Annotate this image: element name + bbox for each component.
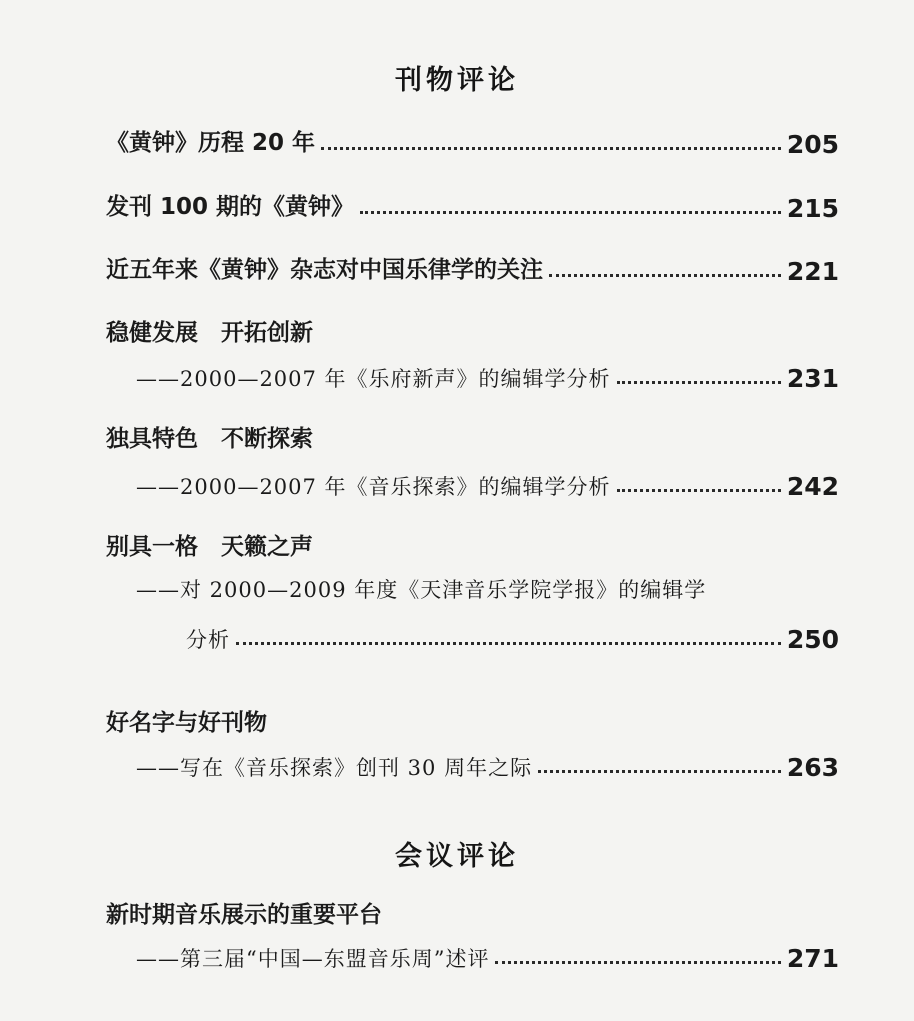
toc-entry[interactable] — [186, 613, 839, 653]
section-title-journal-review: 刊物评论 — [395, 65, 519, 96]
page-number: 242 — [786, 471, 839, 501]
dot-leader — [549, 274, 781, 277]
toc-entry[interactable] — [106, 182, 839, 222]
toc-entry[interactable] — [136, 932, 839, 972]
page-number: 263 — [786, 752, 839, 782]
toc-entry[interactable] — [136, 741, 839, 781]
dot-leader — [617, 381, 781, 384]
entry-title: 《黄钟》历程 20 年 — [106, 130, 316, 157]
section-title-conference-review: 会议评论 — [395, 841, 519, 872]
page-number: 231 — [786, 363, 839, 393]
dot-leader — [495, 961, 780, 964]
dot-leader — [617, 489, 781, 492]
entry-title: 独具特色 不断探索 — [106, 426, 313, 452]
entry-subtitle: ——2000—2007 年《音乐探索》的编辑学分析 — [136, 474, 611, 499]
entry-subtitle: ——对 2000—2009 年度《天津音乐学院学报》的编辑学 — [136, 578, 707, 602]
page-number: 271 — [786, 943, 839, 973]
page-number: 221 — [786, 256, 839, 286]
entry-subtitle: ——写在《音乐探索》创刊 30 周年之际 — [136, 755, 533, 780]
page-number: 215 — [786, 193, 839, 223]
dot-leader — [360, 211, 781, 214]
page-number: 205 — [786, 129, 839, 159]
toc-entry[interactable] — [136, 460, 839, 500]
entry-subtitle: ——2000—2007 年《乐府新声》的编辑学分析 — [136, 366, 611, 391]
entry-title: 新时期音乐展示的重要平台 — [106, 902, 382, 928]
entry-subtitle: ——第三届“中国—东盟音乐周”述评 — [136, 946, 490, 971]
entry-title: 发刊 100 期的《黄钟》 — [106, 194, 355, 221]
dot-leader — [236, 642, 781, 645]
entry-title: 好名字与好刊物 — [106, 710, 267, 736]
entry-subtitle-continued: 分析 — [186, 627, 230, 652]
toc-entry[interactable] — [136, 352, 839, 392]
dot-leader — [538, 770, 781, 773]
entry-title: 稳健发展 开拓创新 — [106, 320, 313, 346]
toc-entry[interactable] — [106, 118, 839, 158]
entry-title: 近五年来《黄钟》杂志对中国乐律学的关注 — [106, 257, 543, 284]
toc-entry[interactable] — [106, 245, 839, 285]
dot-leader — [321, 147, 781, 150]
page-number: 250 — [786, 624, 839, 654]
entry-title: 别具一格 天籁之声 — [106, 534, 313, 560]
